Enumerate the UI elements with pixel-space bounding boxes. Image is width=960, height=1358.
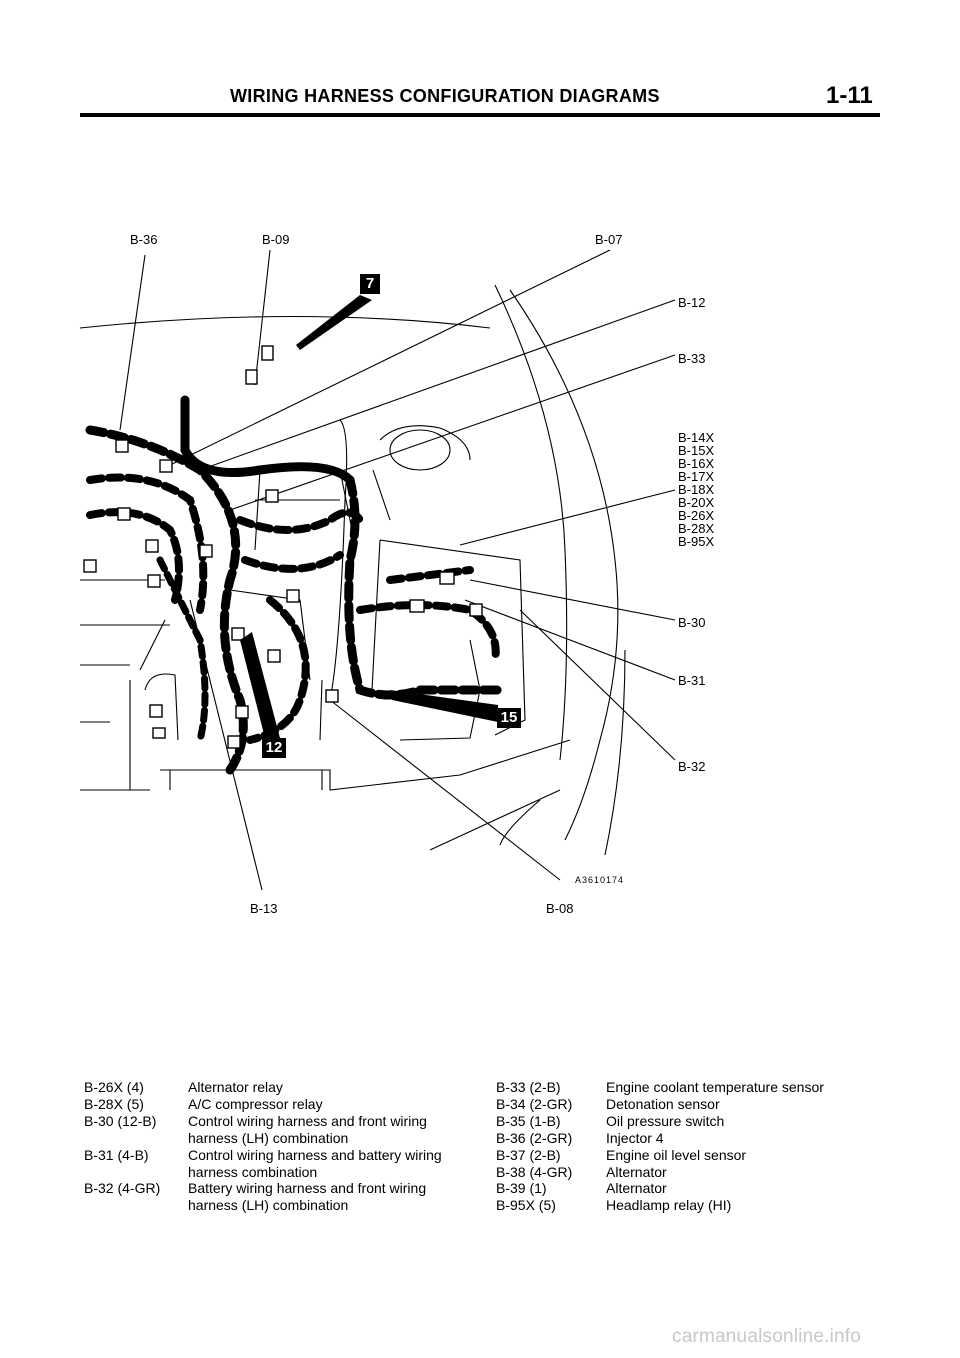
- label-b08: B-08: [546, 901, 574, 916]
- stack-item: B-15X: [678, 443, 715, 458]
- legend-desc: Headlamp relay (HI): [606, 1197, 732, 1214]
- legend-desc: Detonation sensor: [606, 1095, 720, 1112]
- legend-code: B-30 (12-B): [84, 1112, 157, 1129]
- legend-desc: Engine oil level sensor: [606, 1146, 747, 1163]
- legend-row: [84, 1096, 474, 1113]
- label-b36: B-36: [130, 232, 158, 247]
- stack-item: B-16X: [678, 456, 715, 471]
- legend-row: [84, 1147, 474, 1181]
- label-b30: B-30: [678, 615, 706, 630]
- callout-12: 12: [262, 738, 286, 758]
- legend-desc: Alternator relay: [188, 1079, 283, 1095]
- page-number: 1-11: [826, 82, 873, 109]
- legend-desc: Oil pressure switch: [606, 1112, 725, 1129]
- legend-code: B-37 (2-B): [496, 1146, 561, 1163]
- callout-7: 7: [360, 274, 380, 294]
- legend-code: B-39 (1): [496, 1180, 547, 1197]
- figure-code: A3610174: [575, 875, 625, 885]
- legend-code: B-36 (2-GR): [496, 1129, 573, 1146]
- stack-item: B-95X: [678, 534, 715, 549]
- legend-row: [496, 1164, 876, 1181]
- stack-item: B-28X: [678, 521, 715, 536]
- label-b09: B-09: [262, 232, 290, 247]
- legend-row: [496, 1096, 876, 1113]
- legend-code: B-31 (4-B): [84, 1146, 149, 1163]
- legend-code: B-28X (5): [84, 1095, 144, 1112]
- legend-desc: Alternator: [606, 1163, 667, 1180]
- label-b31: B-31: [678, 673, 706, 688]
- legend-row: [84, 1113, 474, 1147]
- label-b07: B-07: [595, 232, 623, 247]
- stack-item: B-26X: [678, 508, 715, 523]
- label-b32: B-32: [678, 759, 706, 774]
- callout-15: 15: [497, 708, 521, 728]
- stack-item: B-14X: [678, 430, 715, 445]
- legend-row: [496, 1113, 876, 1130]
- legend-left: [84, 1079, 474, 1214]
- legend-row: [496, 1130, 876, 1147]
- page-title: WIRING HARNESS CONFIGURATION DIAGRAMS: [230, 86, 660, 106]
- stack-item: B-17X: [678, 469, 715, 484]
- label-b13: B-13: [250, 901, 278, 916]
- legend-desc: Injector 4: [606, 1129, 664, 1146]
- stack-item: B-20X: [678, 495, 715, 510]
- legend-desc: A/C compressor relay: [188, 1095, 323, 1112]
- legend-row: [84, 1180, 474, 1214]
- watermark-link[interactable]: carmanualsonline.info: [672, 1326, 862, 1347]
- label-b12: B-12: [678, 295, 706, 310]
- legend-row: [496, 1180, 876, 1197]
- legend-code: B-95X (5): [496, 1197, 556, 1214]
- legend-desc: Alternator: [606, 1180, 667, 1197]
- legend-row: [496, 1197, 876, 1214]
- connector-stack: [678, 431, 714, 548]
- legend-row: [84, 1079, 474, 1096]
- legend-code: B-34 (2-GR): [496, 1095, 573, 1112]
- legend-row: [496, 1079, 876, 1096]
- legend-code: B-32 (4-GR): [84, 1180, 161, 1197]
- legend-row: [496, 1147, 876, 1164]
- stack-item: B-18X: [678, 482, 715, 497]
- legend-desc: Control wiring harness and battery wiring harness combination: [188, 1146, 442, 1180]
- legend-code: B-38 (4-GR): [496, 1163, 573, 1180]
- legend-code: B-33 (2-B): [496, 1079, 561, 1095]
- legend-code: B-26X (4): [84, 1079, 144, 1095]
- legend-right: [496, 1079, 876, 1214]
- label-b33: B-33: [678, 351, 706, 366]
- legend-desc: Battery wiring harness and front wiring harness (LH) combination: [188, 1180, 427, 1214]
- legend-code: B-35 (1-B): [496, 1112, 561, 1129]
- legend-desc: Engine coolant temperature sensor: [606, 1079, 824, 1095]
- legend-desc: Control wiring harness and front wiring harness (LH) combination: [188, 1112, 427, 1146]
